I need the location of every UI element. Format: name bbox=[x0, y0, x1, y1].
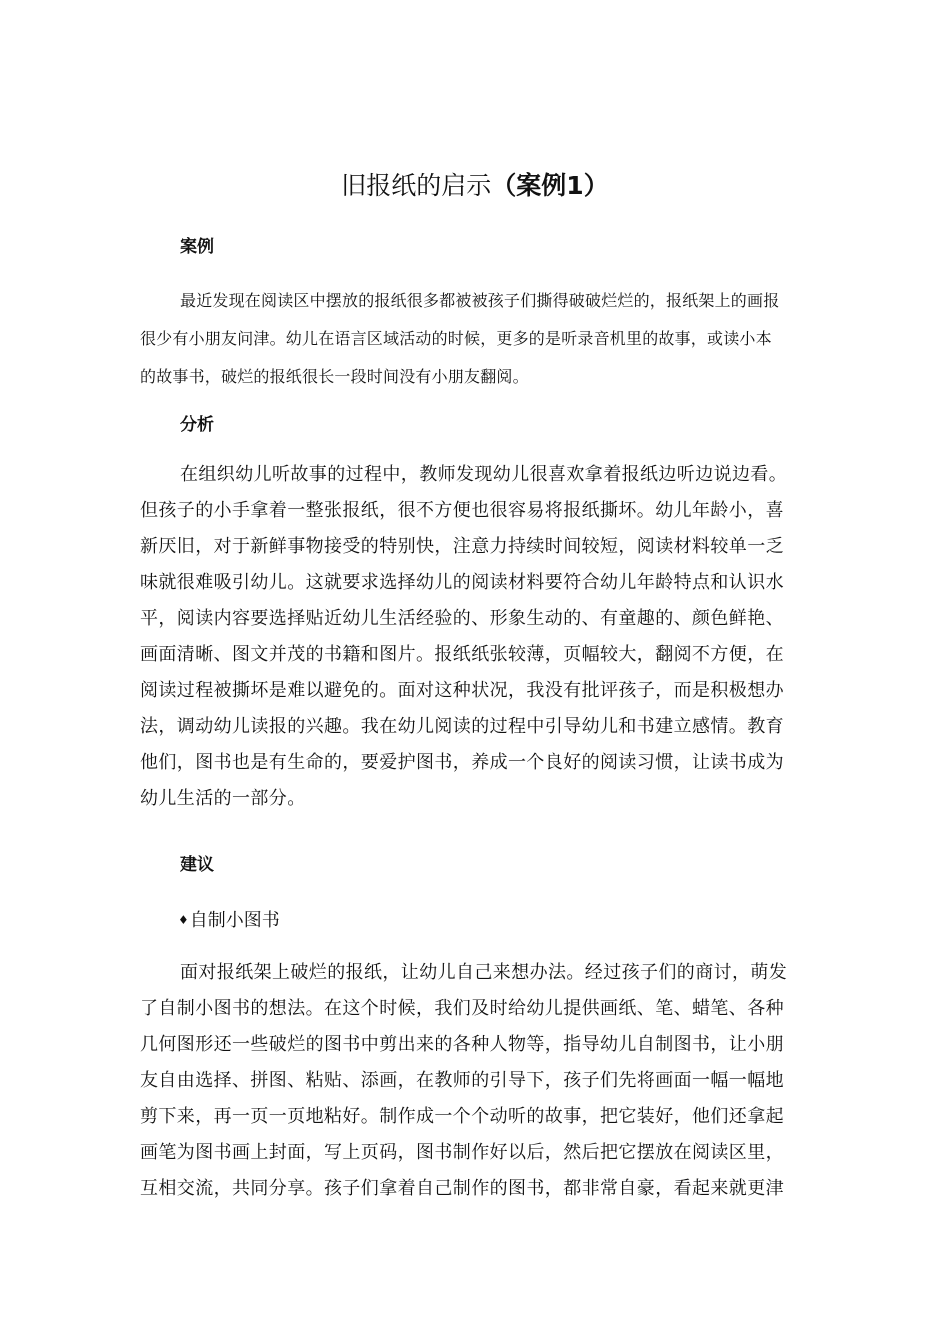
analysis-line: 他们，图书也是有生命的，要爱护图书，养成一个良好的阅读习惯，让读书成为 bbox=[140, 752, 784, 773]
suggestion-line: 了自制小图书的想法。在这个时候，我们及时给幼儿提供画纸、笔、蜡笔、各种 bbox=[140, 998, 784, 1019]
analysis-line: 平，阅读内容要选择贴近幼儿生活经验的、形象生动的、有童趣的、颜色鲜艳、 bbox=[140, 608, 784, 629]
analysis-line: 阅读过程被撕坏是难以避免的。面对这种状况，我没有批评孩子，而是积极想办 bbox=[140, 680, 784, 701]
case-paragraph bbox=[140, 282, 830, 396]
title-suffix: （案例1） bbox=[491, 171, 609, 200]
suggestion-item bbox=[178, 905, 280, 936]
suggestion-item-title: 自制小图书 bbox=[189, 910, 280, 931]
case-line: 的故事书，破烂的报纸很长一段时间没有小朋友翻阅。 bbox=[140, 367, 529, 386]
suggestion-line: 面对报纸架上破烂的报纸，让幼儿自己来想办法。经过孩子们的商讨，萌发 bbox=[180, 962, 788, 983]
analysis-line: 新厌旧，对于新鲜事物接受的特别快，注意力持续时间较短，阅读材料较单一乏 bbox=[140, 536, 784, 557]
analysis-line: 法，调动幼儿读报的兴趣。我在幼儿阅读的过程中引导幼儿和书建立感情。教育 bbox=[140, 716, 784, 737]
suggestion-line: 友自由选择、拼图、粘贴、添画，在教师的引导下，孩子们先将画面一幅一幅地 bbox=[140, 1070, 784, 1091]
suggestion-line: 画笔为图书画上封面，写上页码，图书制作好以后，然后把它摆放在阅读区里， bbox=[140, 1142, 784, 1163]
title-main: 旧报纸的启示 bbox=[341, 171, 492, 200]
analysis-line: 幼儿生活的一部分。 bbox=[140, 788, 306, 809]
case-line: 很少有小朋友问津。幼儿在语言区域活动的时候，更多的是听录音机里的故事，或读小本 bbox=[140, 329, 772, 348]
analysis-line: 在组织幼儿听故事的过程中，教师发现幼儿很喜欢拿着报纸边听边说边看。 bbox=[180, 464, 788, 485]
analysis-line: 画面清晰、图文并茂的书籍和图片。报纸纸张较薄，页幅较大，翻阅不方便，在 bbox=[140, 644, 784, 665]
analysis-line: 味就很难吸引幼儿。这就要求选择幼儿的阅读材料要符合幼儿年龄特点和认识水 bbox=[140, 572, 784, 593]
suggestion-line: 互相交流，共同分享。孩子们拿着自己制作的图书，都非常自豪，看起来就更津 bbox=[140, 1178, 784, 1199]
document-title bbox=[0, 166, 950, 206]
analysis-heading: 分析 bbox=[180, 415, 214, 435]
suggestion-paragraph bbox=[140, 955, 830, 1207]
analysis-line: 但孩子的小手拿着一整张报纸，很不方便也很容易将报纸撕坏。幼儿年龄小，喜 bbox=[140, 500, 784, 521]
suggestion-line: 几何图形还一些破烂的图书中剪出来的各种人物等，指导幼儿自制图书，让小朋 bbox=[140, 1034, 784, 1055]
suggestion-line: 剪下来，再一页一页地粘好。制作成一个个动听的故事，把它装好，他们还拿起 bbox=[140, 1106, 784, 1127]
case-heading: 案例 bbox=[180, 237, 214, 257]
case-line: 最近发现在阅读区中摆放的报纸很多都被被孩子们撕得破破烂烂的，报纸架上的画报 bbox=[180, 291, 780, 310]
suggestion-heading: 建议 bbox=[180, 855, 214, 875]
analysis-paragraph bbox=[140, 457, 830, 817]
diamond-bullet-icon: ♦ bbox=[178, 913, 189, 927]
